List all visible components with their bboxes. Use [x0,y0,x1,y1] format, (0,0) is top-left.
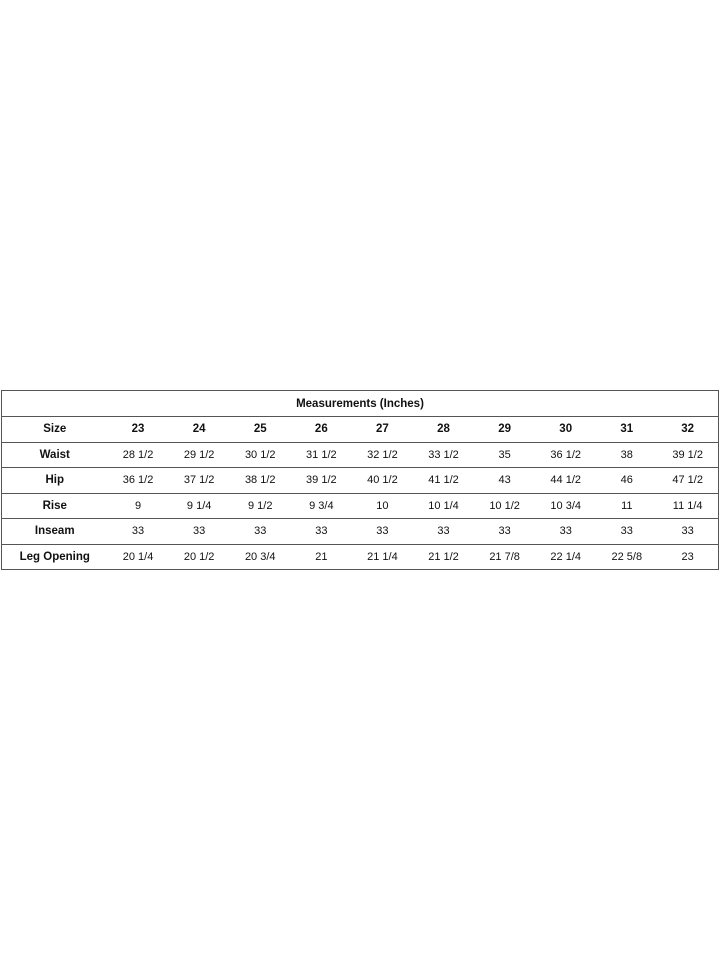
table-cell: 38 [596,442,657,468]
row-label-inseam: Inseam [2,519,108,545]
size-header: 29 [474,417,535,443]
table-cell: 11 [596,493,657,519]
table-cell: 36 1/2 [108,468,169,494]
table-cell: 33 [291,519,352,545]
table-row [2,493,719,519]
table-row [2,544,719,570]
table-cell: 41 1/2 [413,468,474,494]
table-row [2,468,719,494]
table-title: Measurements (Inches) [2,391,719,417]
table-cell: 10 [352,493,413,519]
table-cell: 9 3/4 [291,493,352,519]
table-cell: 10 3/4 [535,493,596,519]
size-label: Size [2,417,108,443]
size-header: 23 [108,417,169,443]
row-label-hip: Hip [2,468,108,494]
size-header: 25 [230,417,291,443]
table-cell: 40 1/2 [352,468,413,494]
table-row [2,519,719,545]
table-cell: 33 [108,519,169,545]
table-cell: 20 1/4 [108,544,169,570]
table-cell: 46 [596,468,657,494]
size-header-row [2,417,719,443]
table-cell: 33 [474,519,535,545]
table-cell: 47 1/2 [657,468,718,494]
size-header: 28 [413,417,474,443]
table-cell: 44 1/2 [535,468,596,494]
table-cell: 22 5/8 [596,544,657,570]
size-header: 26 [291,417,352,443]
table-title-row [2,391,719,417]
table-cell: 29 1/2 [169,442,230,468]
table-cell: 21 1/4 [352,544,413,570]
table-cell: 36 1/2 [535,442,596,468]
table-cell: 33 [230,519,291,545]
size-header: 30 [535,417,596,443]
table-cell: 37 1/2 [169,468,230,494]
row-label-waist: Waist [2,442,108,468]
row-label-leg-opening: Leg Opening [2,544,108,570]
table-cell: 22 1/4 [535,544,596,570]
table-cell: 21 [291,544,352,570]
size-header: 32 [657,417,718,443]
table-row [2,442,719,468]
table-cell: 31 1/2 [291,442,352,468]
table-cell: 39 1/2 [291,468,352,494]
table-cell: 21 7/8 [474,544,535,570]
size-chart-table [1,390,719,570]
table-cell: 10 1/4 [413,493,474,519]
table-cell: 33 1/2 [413,442,474,468]
table-cell: 32 1/2 [352,442,413,468]
table-cell: 21 1/2 [413,544,474,570]
table-cell: 35 [474,442,535,468]
table-cell: 30 1/2 [230,442,291,468]
table-cell: 20 1/2 [169,544,230,570]
table-cell: 28 1/2 [108,442,169,468]
table-cell: 33 [657,519,718,545]
table-cell: 9 1/4 [169,493,230,519]
table-cell: 33 [413,519,474,545]
table-cell: 33 [352,519,413,545]
table-cell: 20 3/4 [230,544,291,570]
table-cell: 33 [596,519,657,545]
size-header: 24 [169,417,230,443]
size-header: 31 [596,417,657,443]
table-cell: 38 1/2 [230,468,291,494]
table-cell: 43 [474,468,535,494]
table-cell: 9 1/2 [230,493,291,519]
table-cell: 33 [535,519,596,545]
table-cell: 33 [169,519,230,545]
table-cell: 23 [657,544,718,570]
table-cell: 11 1/4 [657,493,718,519]
table-cell: 10 1/2 [474,493,535,519]
table-cell: 9 [108,493,169,519]
size-header: 27 [352,417,413,443]
table-cell: 39 1/2 [657,442,718,468]
row-label-rise: Rise [2,493,108,519]
